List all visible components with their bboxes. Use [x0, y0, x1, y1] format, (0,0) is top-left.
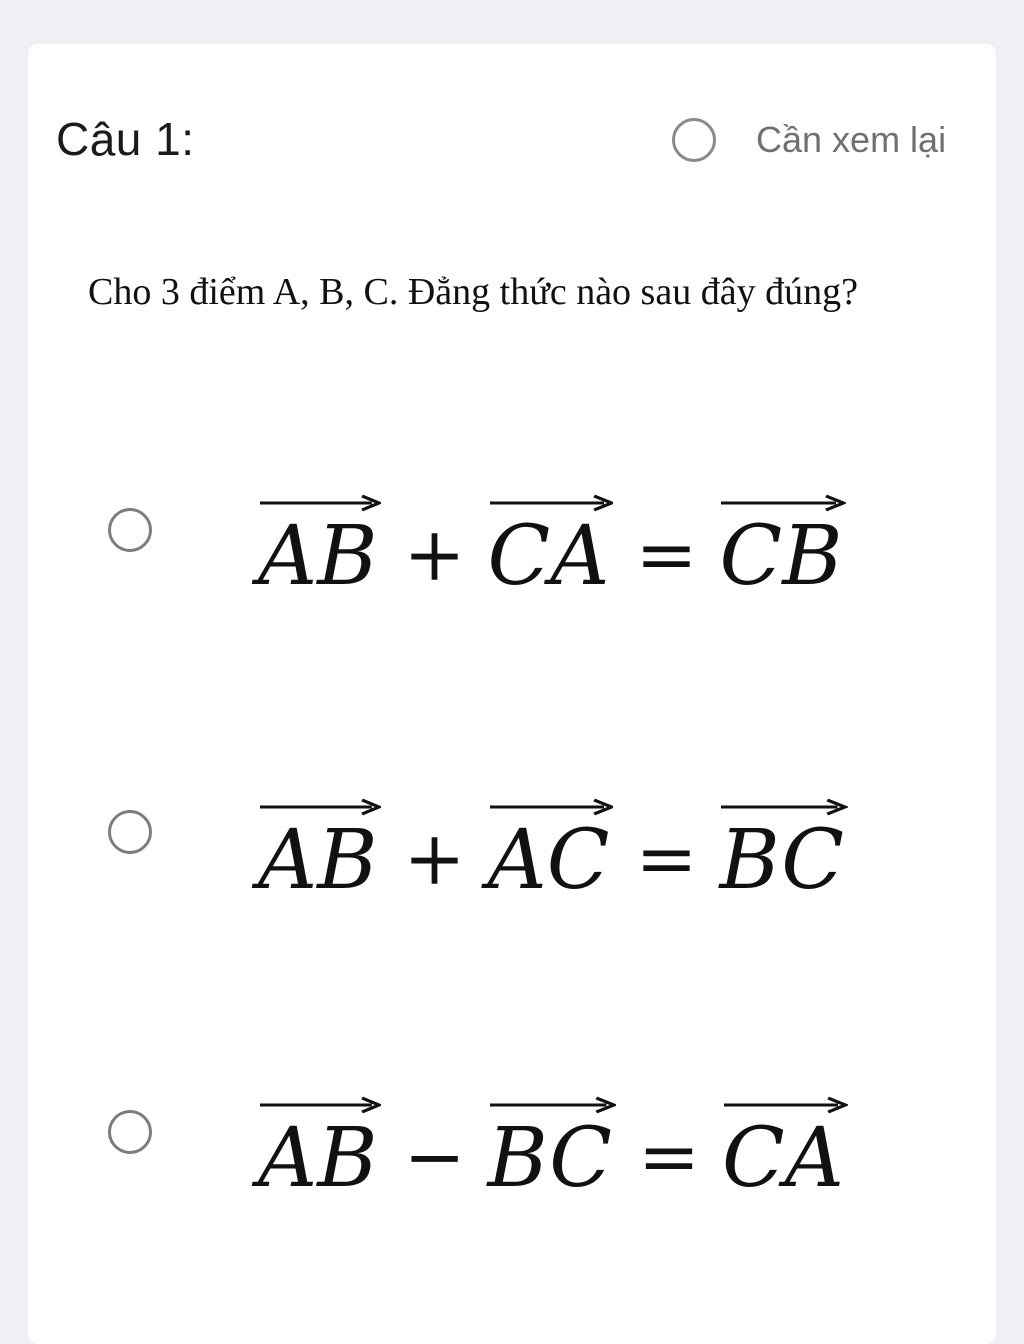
- right-arrow-icon: [490, 494, 614, 512]
- radio-unchecked-icon[interactable]: [108, 810, 152, 854]
- operator: =: [635, 512, 698, 598]
- option-formula: [258, 1060, 848, 1206]
- option-formula: [258, 762, 848, 908]
- question-text: Cho 3 điểm A, B, C. Đẳng thức nào sau đây đúng?: [88, 271, 858, 313]
- vector-label: CA: [722, 1111, 845, 1206]
- right-arrow-icon: [260, 494, 381, 512]
- operator: =: [635, 816, 698, 902]
- operator: =: [638, 1114, 701, 1200]
- vector-term: [487, 509, 614, 604]
- operator: −: [403, 1114, 466, 1200]
- answer-option-1[interactable]: [100, 458, 920, 604]
- vector-term: [722, 1111, 848, 1206]
- review-flag-toggle[interactable]: [672, 112, 946, 168]
- vector-label: BC: [487, 1111, 613, 1206]
- right-arrow-icon: [721, 494, 846, 512]
- vector-label: AB: [258, 813, 378, 908]
- vector-label: AB: [258, 509, 378, 604]
- right-arrow-icon: [260, 1096, 381, 1114]
- right-arrow-icon: [721, 798, 848, 816]
- vector-term: [487, 813, 614, 908]
- vector-label: BC: [719, 813, 845, 908]
- vector-label: CB: [719, 509, 843, 604]
- question-number: Câu 1:: [56, 113, 195, 165]
- option-formula: [258, 458, 846, 604]
- right-arrow-icon: [260, 798, 381, 816]
- right-arrow-icon: [490, 1096, 617, 1114]
- radio-unchecked-icon[interactable]: [108, 1110, 152, 1154]
- vector-label: AC: [487, 813, 610, 908]
- vector-term: [258, 813, 381, 908]
- answer-option-2[interactable]: [100, 762, 920, 908]
- vector-label: CA: [487, 509, 610, 604]
- radio-unchecked-icon[interactable]: [108, 508, 152, 552]
- review-flag-label: Cần xem lại: [756, 119, 947, 160]
- right-arrow-icon: [724, 1096, 848, 1114]
- vector-label: AB: [258, 1111, 378, 1206]
- vector-term: [487, 1111, 617, 1206]
- vector-term: [258, 509, 381, 604]
- vector-term: [258, 1111, 381, 1206]
- vector-term: [719, 509, 846, 604]
- empty-circle-icon[interactable]: [672, 118, 716, 162]
- right-arrow-icon: [490, 798, 614, 816]
- operator: +: [403, 816, 466, 902]
- vector-term: [719, 813, 848, 908]
- operator: +: [403, 512, 466, 598]
- answer-option-3[interactable]: [100, 1060, 920, 1206]
